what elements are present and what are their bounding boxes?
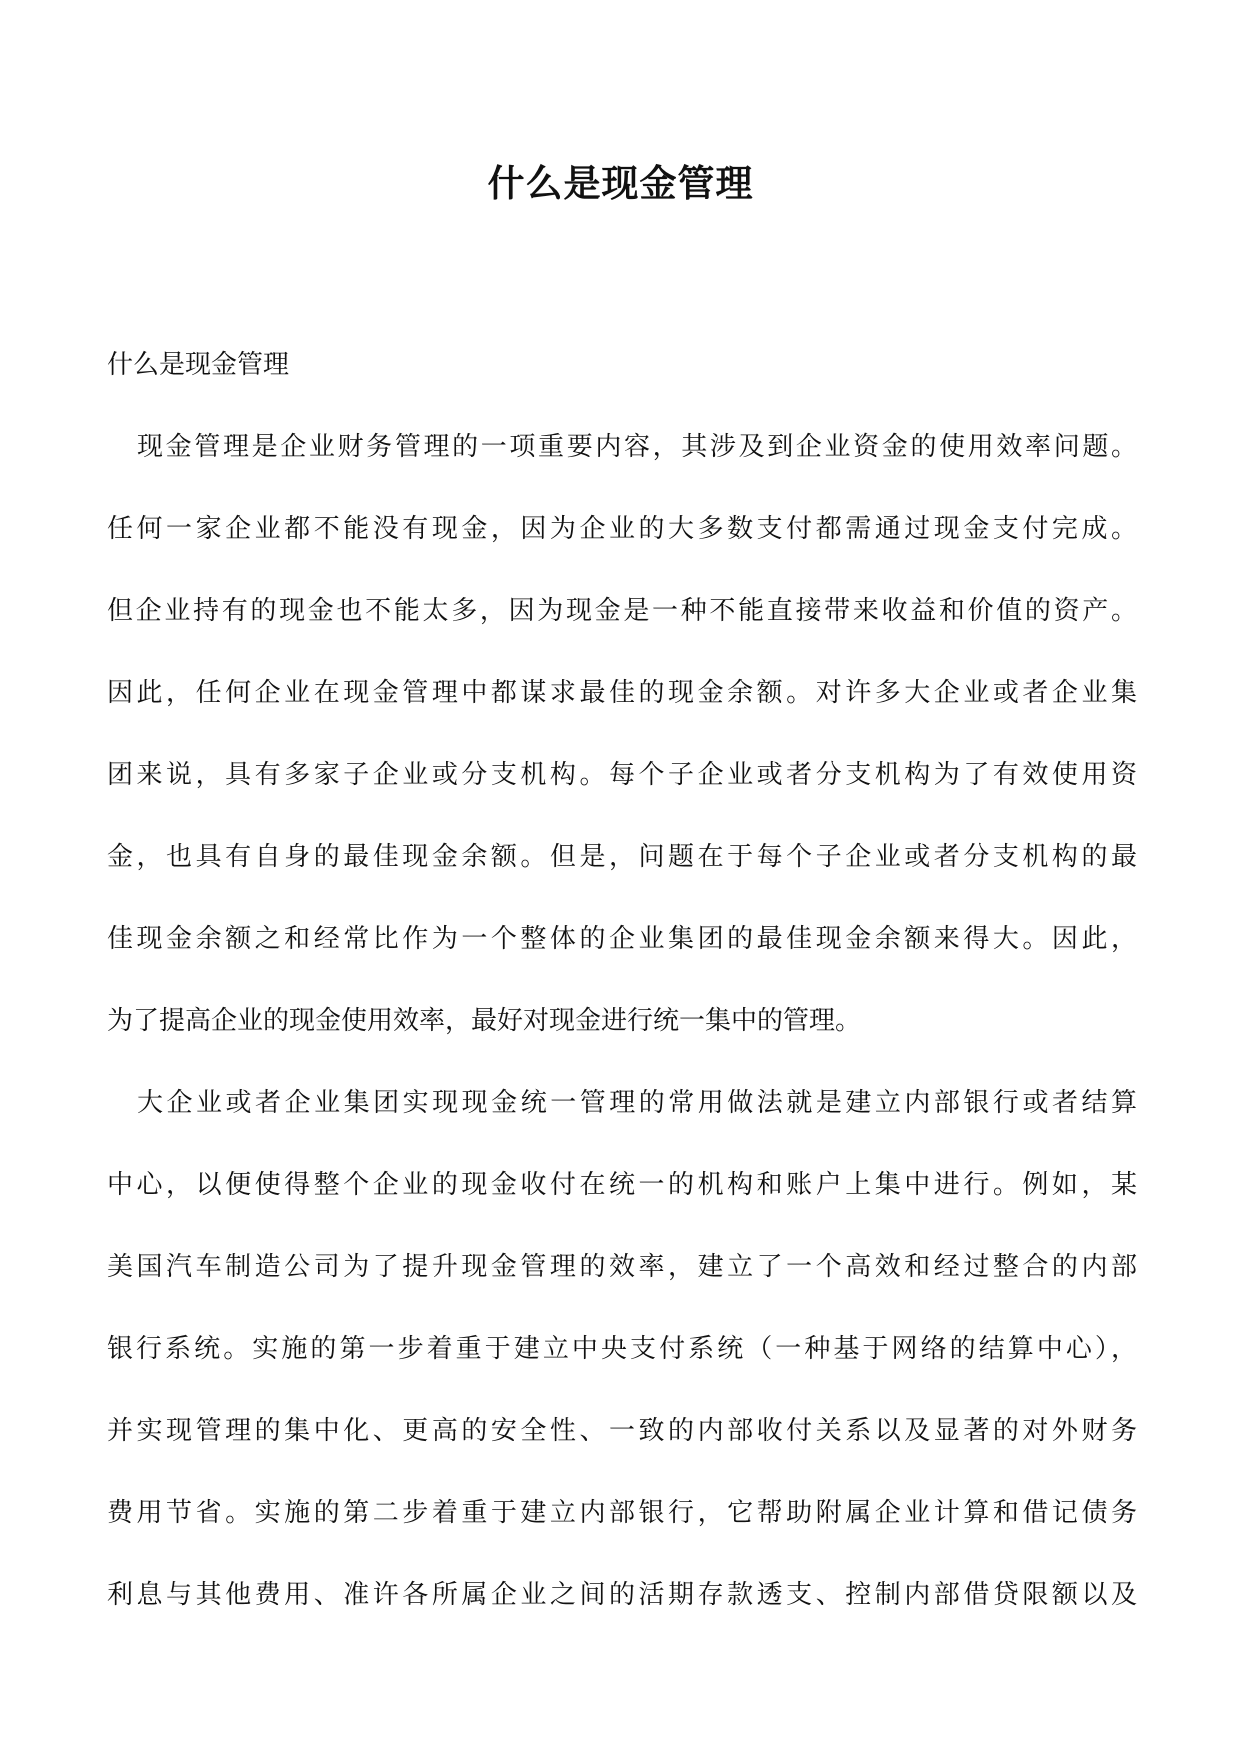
paragraph-line: 为了提高企业的现金使用效率，最好对现金进行统一集中的管理。 <box>107 1006 862 1036</box>
paragraph-line: 银行系统。实施的第一步着重于建立中央支付系统（一种基于网络的结算中心）， <box>107 1334 1137 1364</box>
paragraph-line: 现金管理是企业财务管理的一项重要内容，其涉及到企业资金的使用效率问题。 <box>137 432 1137 462</box>
document-body <box>107 345 1137 1657</box>
paragraph-line: 金，也具有自身的最佳现金余额。但是，问题在于每个子企业或者分支机构的最 <box>107 842 1137 872</box>
paragraph-line: 佳现金余额之和经常比作为一个整体的企业集团的最佳现金余额来得大。因此， <box>107 924 1137 954</box>
paragraph-line: 费用节省。实施的第二步着重于建立内部银行，它帮助附属企业计算和借记债务 <box>107 1498 1137 1528</box>
paragraph-line: 但企业持有的现金也不能太多，因为现金是一种不能直接带来收益和价值的资产。 <box>107 596 1137 626</box>
paragraph-line: 团来说，具有多家子企业或分支机构。每个子企业或者分支机构为了有效使用资 <box>107 760 1137 790</box>
section-heading: 什么是现金管理 <box>107 350 290 380</box>
paragraph-line: 并实现管理的集中化、更高的安全性、一致的内部收付关系以及显著的对外财务 <box>107 1416 1137 1446</box>
paragraph-line: 任何一家企业都不能没有现金，因为企业的大多数支付都需通过现金支付完成。 <box>107 514 1137 544</box>
paragraph-line: 美国汽车制造公司为了提升现金管理的效率，建立了一个高效和经过整合的内部 <box>107 1252 1137 1282</box>
paragraph-line: 利息与其他费用、准许各所属企业之间的活期存款透支、控制内部借贷限额以及 <box>107 1580 1137 1610</box>
document-title: 什么是现金管理 <box>487 162 754 205</box>
paragraph-line: 大企业或者企业集团实现现金统一管理的常用做法就是建立内部银行或者结算 <box>137 1088 1137 1118</box>
paragraph-line: 因此，任何企业在现金管理中都谋求最佳的现金余额。对许多大企业或者企业集 <box>107 678 1137 708</box>
paragraph-line: 中心，以便使得整个企业的现金收付在统一的机构和账户上集中进行。例如，某 <box>107 1170 1137 1200</box>
